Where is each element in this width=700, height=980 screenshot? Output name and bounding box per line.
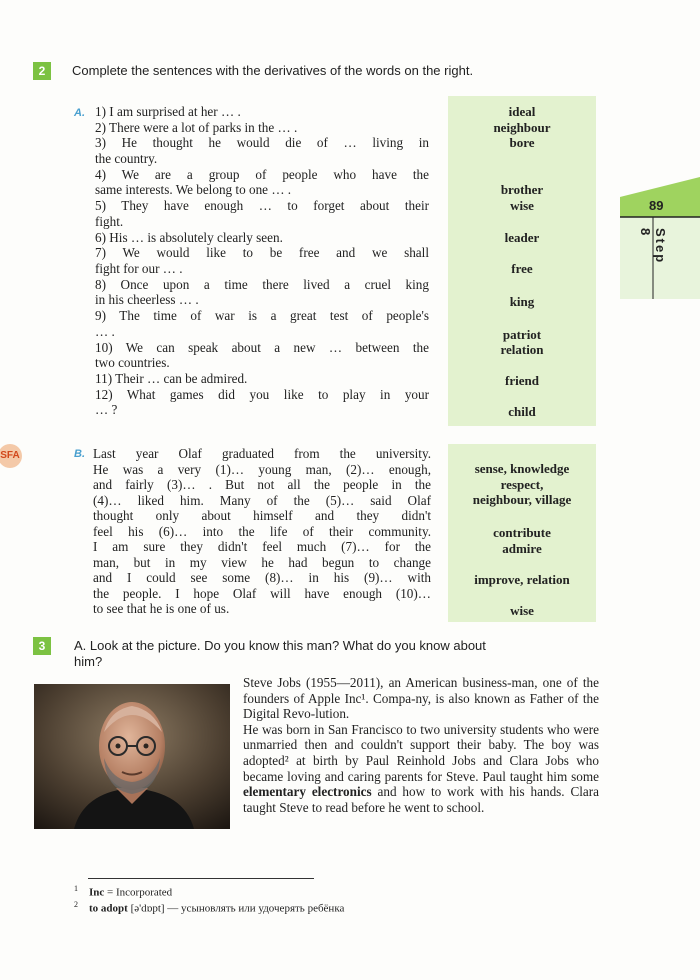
biography-text [243,675,599,815]
text-line: man, but in my view he had begun to change [93,554,431,570]
footnote-2 [74,900,344,915]
text-line: Last year Olaf graduated from the university. [93,446,431,461]
footnote-text: [ə'dɒpt] — усыновлять или удочерять ребёнка [130,902,345,915]
text-line: and I could see some (8)… in his (9)… with [93,570,431,585]
sentence-line: 9) The time of war is a great test of people's [95,308,429,323]
sentence-line: two countries. [95,355,170,370]
exercise-2-instruction: Complete the sentences with the derivatives of the words on the right. [72,63,474,78]
text-line: to see that he is one of us. [93,601,230,616]
word-item: relation [500,342,544,357]
sentence-line: 11) Their … can be admired. [95,371,248,386]
step-label: Step 8 [638,228,668,265]
word-item: ideal [508,104,536,119]
text-line: thought only about himself and they didn't [93,508,431,523]
sentence-line: 6) His … is absolutely clearly seen. [95,230,283,245]
steve-jobs-photo [34,684,230,829]
word-item: king [509,294,535,309]
sentence-line: 5) They have enough … to forget about their [95,198,429,213]
text-line: He was a very (1)… young man, (2)… enough, [93,461,431,477]
footnote-term: to adopt [89,902,128,915]
bio-paragraph-2 [243,722,599,816]
word-item: free [511,261,533,276]
sentence-line: the country. [95,151,158,166]
word-item: leader [504,230,540,245]
word-item: improve, relation [474,572,570,587]
sentence-line: same interests. We belong to one … . [95,182,292,197]
sentence-line: fight. [95,214,124,229]
word-item: neighbour, village [472,492,572,507]
sentence-line: 8) Once upon a time there lived a cruel king [95,277,429,292]
part-b-letter: B. [74,448,85,460]
word-item: brother [500,182,544,197]
text-line: feel his (6)… into the life of their community. [93,523,431,539]
word-item: sense, knowledge [474,461,570,476]
word-item: contribute [493,525,551,540]
footnote-mark: 2 [74,900,78,909]
word-item: admire [502,540,542,556]
word-item: wise [510,603,534,618]
footnote-1 [74,884,172,899]
bio-text: He was born in San Francisco to two university students who were unmarried then and couldn't support their baby. The boy was adopted² at birth by Paul Reinhold Jobs and Clara Jobs who became loving and caring parents for Steve. Paul taught him some [243,721,599,784]
sentence-line: 10) We can speak about a new … between the [95,340,429,355]
footnote-text: = Incorporated [107,886,173,899]
sentence-line: 12) What games did you like to play in your [95,387,429,402]
part-a-letter: A. [74,107,85,119]
text-line: the people. I hope Olaf will have enough (10)… [93,585,431,601]
footnote-mark: 1 [74,884,78,893]
word-item: child [508,404,536,419]
word-item: neighbour [493,120,551,135]
word-item: respect, [500,476,544,492]
sentence-line: 4) We are a group of people who have the [95,167,429,182]
word-item: wise [510,198,534,213]
exercise-3-number: 3 [33,637,51,655]
bio-bold-term: elementary electronics [243,784,372,800]
sentence-line: … ? [95,402,118,417]
exercise-3-instruction [74,638,600,670]
footnote-term: Inc [89,886,105,899]
text-line: I am sure they didn't feel much (7)… for the [93,539,431,554]
bio-text: and how to work with his hands. Clara taught Steve to read before he went to school. [243,784,599,815]
exercise-2-number: 2 [33,62,51,80]
sentence-line: 3) He thought he would die of … living in [95,135,429,150]
instruction-line: him? [74,654,103,669]
instruction-line: A. Look at the picture. Do you know this man? What do you know about [74,638,486,653]
sentence-line: … . [95,324,115,339]
sentence-line: 2) There were a lot of parks in the … . [95,120,298,135]
page-number: 89 [649,198,664,213]
sentence-line: fight for our … . [95,261,183,276]
text-line: and fairly (3)… . But not all the people in the [93,477,431,492]
sentence-line: 7) We would like to be free and we shall [95,245,429,260]
footnote-divider [88,878,314,879]
sentence-line: in his cheerless … . [95,292,199,307]
sfa-badge: SFA [0,444,22,468]
word-item: bore [509,135,535,150]
word-item: friend [505,373,539,388]
bio-paragraph-1: Steve Jobs (1955—2011), an American business-man, one of the founders of Apple Inc¹. Compa-ny, is also known as Father of the Digital Revo-lution. [243,675,599,722]
text-line: (4)… liked him. Many of the (5)… said Olaf [93,492,431,508]
sentence-line: 1) I am surprised at her … . [95,104,241,119]
word-item: patriot [502,327,542,342]
